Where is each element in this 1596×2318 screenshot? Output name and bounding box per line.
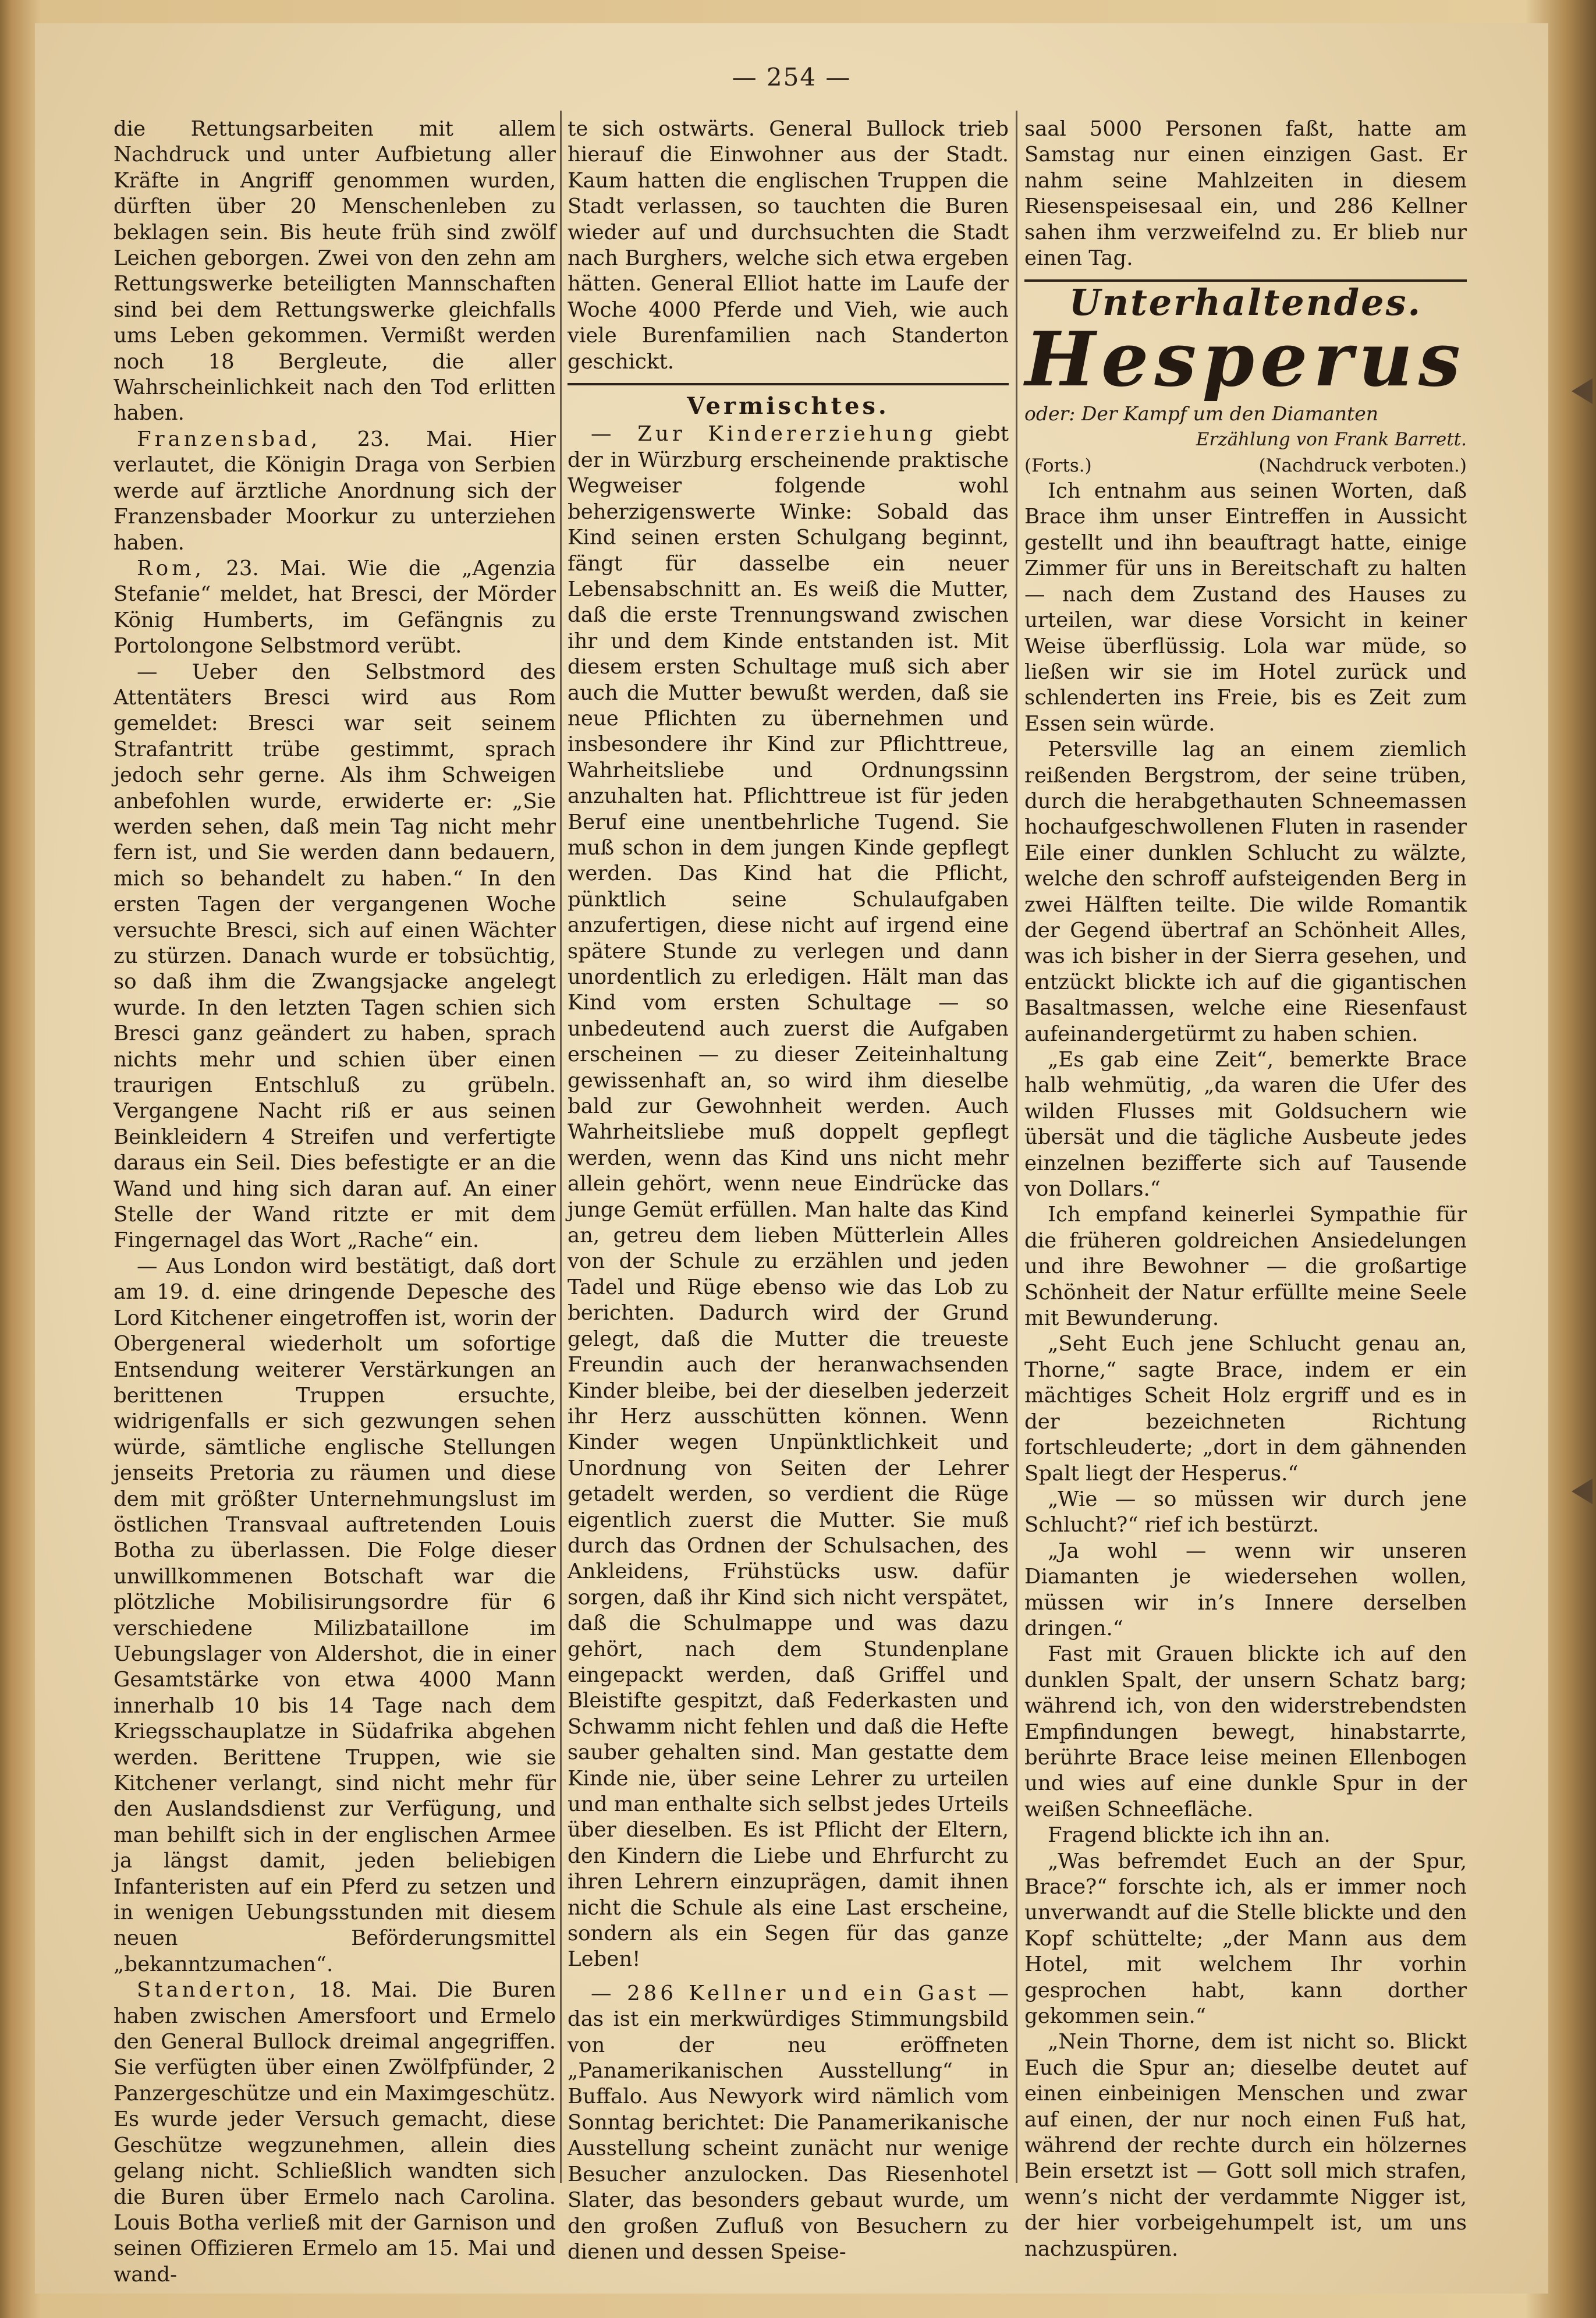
story-paragraph: „Wie — so müssen wir durch jene Schlucht?“ rief ich bestürzt. <box>1024 1487 1467 1537</box>
article-paragraph: die Rettungsarbeiten mit allem Nachdruck und unter Aufbietung aller Kräfte in Angriff genommen wurden, dürften über 20 Menschenleben zu beklagen sein. Bis heute früh sind zwölf Leichen geborgen. Zwei von den zehn am Rettungswerke beteiligten Mannschaften sind bei dem Rettungswerke gleichfalls ums Leben gekommen. Vermißt werden noch 18 Bergleute, die aller Wahrscheinlichkeit nach den Tod erlitten haben. <box>114 117 556 426</box>
item-lead: — 286 Kellner und ein Gast <box>591 1981 980 2005</box>
story-paragraph: „Ja wohl — wenn wir unseren Diamanten je wiedersehen wollen, müssen wir in’s Innere derselben dringen.“ <box>1024 1539 1467 1640</box>
story-paragraph: „Seht Euch jene Schlucht genau an, Thorne,“ sagte Brace, indem er ein mächtiges Scheit Holz ergriff und es in der bezeichneten Richtung fortschleuderte; „dort in dem gähnenden Spalt liegt der Hesperus.“ <box>1024 1332 1467 1486</box>
story-paragraph: Fast mit Grauen blickte ich auf den dunklen Spalt, der unsern Schatz barg; während ich, von den widerstrebendsten Empfindungen bewegt, hinabstarrte, berührte Brace leise meinen Ellenbogen und wies auf eine dunkle Spur in der weißen Schneefläche. <box>1024 1642 1467 1821</box>
section-heading-vermischtes: Vermischtes. <box>687 392 889 420</box>
page-number: — 254 — <box>732 63 852 91</box>
story-title: Hesperus <box>1025 316 1466 403</box>
column-3 <box>1024 116 1467 2262</box>
dateline-place: Rom, <box>137 556 205 580</box>
story-byline: Erzählung von Frank Barrett. <box>1196 429 1467 451</box>
page-tack-mark <box>1572 1479 1593 1504</box>
news-item: — Ueber den Selbstmord des Attentäters Bresci wird aus Rom gemeldet: Bresci war seit seinem Strafantritt trübe gestimmt, sprach jedoch sehr gerne. Als ihm Schweigen anbefohlen wurde, erwiderte er: „Sie werden sehen, daß mein Tag nicht mehr fern ist, und Sie werden dann bedauern, mich so behandelt zu haben.“ In den ersten Tagen der vergangenen Woche versuchte Bresci, sich auf einen Wächter zu stürzen. Danach wurde er tobsüchtig, so daß ihm die Zwangsjacke angelegt wurde. In den letzten Tagen schien sich Bresci ganz geändert zu haben, sprach nichts mehr und schien über einen traurigen Entschluß zu grübeln. Vergangene Nacht riß er aus seinen Beinkleidern 4 Streifen und verfertigte daraus ein Seil. Dies befestigte er an die Wand und hing sich daran auf. An einer Stelle der Wand ritzte er mit dem Fingernagel das Wort „Rache“ ein. <box>114 660 556 1253</box>
news-item: Rom, 23. Mai. Wie die „Agenzia Stefanie“ meldet, hat Bresci, der Mörder König Humberts, im Gefängnis zu Portolongone Selbstmord verübt. <box>114 556 556 658</box>
section-heading-unterhaltendes: Unterhaltendes. <box>1069 281 1423 324</box>
story-paragraph: „Es gab eine Zeit“, bemerkte Brace halb wehmütig, „da waren die Ufer des wilden Flusses mit Goldsuchern wie übersät und die tägliche Ausbeute jedes einzelnen bezifferte sich auf Tausende von Dollars.“ <box>1024 1048 1467 1201</box>
news-item: Franzensbad, 23. Mai. Hier verlautet, die Königin Draga von Serbien werde auf ärztliche Anordnung sich der Franzensbader Moorkur zu unterziehen haben. <box>114 427 556 555</box>
news-item: — Aus London wird bestätigt, daß dort am 19. d. eine dringende Depesche des Lord Kitchener eingetroffen ist, worin der Obergeneral wiederholt um sofortige Entsendung weiterer Verstärkungen an berittenen Truppen ersuchte, widrigenfalls er sich gezwungen sehen würde, sämtliche englische Stellungen jenseits Pretoria zu räumen und diese dem mit größter Unternehmungslust im östlichen Transvaal auftretenden Louis Botha zu überlassen. Die Folge dieser unwillkommenen Botschaft war die plötzliche Mobilisirungsordre für 6 verschiedene Milizbataillone im Uebungslager von Aldershot, die in einer Gesamtstärke von etwa 4000 Mann innerhalb 10 bis 14 Tage nach dem Kriegsschauplatze in Südafrika abgehen werden. Berittene Truppen, wie sie Kitchener verlangt, sind nicht mehr für den Auslandsdienst zur Verfügung, und man behilft sich in der englischen Armee ja längst damit, jeden beliebigen Infanteristen auf ein Pferd zu setzen und in wenigen Uebungsstunden mit diesem neuen Beförderungsmittel „bekanntzumachen“. <box>114 1254 556 1976</box>
column-rule <box>560 111 562 2183</box>
dateline-place: Standerton, <box>137 1978 300 2002</box>
story-subtitle: oder: Der Kampf um den Diamanten <box>1024 402 1378 425</box>
section-divider <box>568 383 1009 385</box>
article-paragraph: saal 5000 Personen faßt, hatte am Samstag nur einen einzigen Gast. Er nahm seine Mahlzeiten in diesem Riesenspeisesaal ein, und 286 Kellner sahen ihm verzweifelnd zu. Er blieb nur einen Tag. <box>1024 117 1467 271</box>
reprint-note: (Nachdruck verboten.) <box>1258 455 1467 476</box>
article-paragraph: te sich ostwärts. General Bullock trieb hierauf die Einwohner aus der Stadt. Kaum hatten die englischen Truppen die Stadt verlassen, so tauchten die Buren wieder auf und durchsuchten die Stadt nach Burghers, welche sich etwa ergeben hätten. General Elliot hatte im Laufe der Woche 4000 Pferde und Vieh, wie auch viele Burenfamilien nach Standerton geschickt. <box>568 117 1009 374</box>
story-notes <box>1024 453 1467 479</box>
news-item: — 286 Kellner und ein Gast — das ist ein merkwürdiges Stimmungsbild von der neu eröffneten „Panamerikanischen Ausstellung“ in Buffalo. Aus Newyork wird nämlich vom Sonntag berichtet: Die Panamerikanische Ausstellung scheint zunächt nur wenige Besucher anzulocken. Das Riesenhotel Slater, das besonders gebaut wurde, um den großen Zufluß von Besuchern zu dienen und dessen Speise- <box>568 1981 1009 2264</box>
story-paragraph: „Was befremdet Euch an der Spur, Brace?“ forschte ich, als er immer noch unverwandt auf die Stelle blickte und den Kopf schüttelte; „der Mann aus dem Hotel, mit welchem Ihr vorhin gesprochen habt, kann dorther gekommen sein.“ <box>1024 1849 1467 2029</box>
story-paragraph: Petersville lag an einem ziemlich reißenden Bergstrom, der seine trüben, durch die herabgethauten Schneemassen hochaufgeschwollenen Fluten in rasender Eile einer dunklen Schlucht zu wälzte, welche den schroff aufsteigenden Berg in zwei Hälften teilte. Die wilde Romantik der Gegend übertraf an Schönheit Alles, was ich bisher in der Sierra gesehen, und entzückt blickte ich auf die gigantischen Basaltmassen, welche eine Riesenfaust aufeinandergetürmt zu haben schien. <box>1024 738 1467 1046</box>
page-tack-mark <box>1572 378 1593 404</box>
column-2 <box>568 116 1009 2265</box>
news-item: — Zur Kindererziehung giebt der in Würzburg erscheinende praktische Wegweiser folgende wohl beherzigenswerte Winke: Sobald das Kind seinen ersten Schulgang beginnt, fängt für dasselbe ein neuer Lebensabschnitt an. Es weiß die Mutter, daß die erste Trennungswand zwischen ihr und dem Kinde entstanden ist. Mit diesem ersten Schultage muß sich aber auch die Mutter bewußt werden, daß sie neue Pflichten zu übernehmen und insbesondere ihr Kind zur Pflichttreue, Wahrheitsliebe und Ordnungssinn anzuhalten hat. Pflichttreue ist für jeden Beruf eine unentbehrliche Tugend. Sie muß schon in dem jungen Kinde gepflegt werden. Das Kind hat die Pflicht, pünktlich seine Schulaufgaben anzufertigen, diese nicht auf irgend eine spätere Stunde zu verlegen und dann unordentlich zu erledigen. Hält man das Kind vom ersten Schultage — so unbedeutend auch zuerst die Aufgaben erscheinen — zu dieser Zeiteinhaltung gewissenhaft an, so wird ihm dieselbe bald zur Gewohnheit werden. Auch Wahrheitsliebe muß doppelt gepflegt werden, wenn das Kind uns nicht mehr allein gehört, wenn neue Eindrücke das junge Gemüt erfüllen. Man halte das Kind an, getreu dem lieben Mütterlein Alles von der Schule zu erzählen und jeden Tadel und Rüge ebenso wie das Lob zu berichten. Dadurch wird der Grund gelegt, daß die Mutter die treueste Freundin auch der heranwachsenden Kinder bleibe, bei der dieselben jederzeit ihr Herz ausschütten können. Wenn Kinder wegen Unpünktlichkeit und Unordnung von Seiten der Lehrer getadelt werden, so verdient die Rüge eigentlich zuerst die Mutter. Sie muß durch das Ordnen der Schulsachen, des Ankleidens, Frühstücks usw. dafür sorgen, daß ihr Kind sich nicht verspätet, daß die Schulmappe und was dazu gehört, nach dem Stundenplane eingepackt werden, daß Griffel und Bleistifte gespitzt, daß Federkasten und Schwamm nicht fehlen und daß die Hefte sauber gehalten sind. Man gestatte dem Kinde nie, über seine Lehrer zu urteilen und man enthalte sich selbst jedes Urteils über dieselben. Es ist Pflicht der Eltern, den Kindern die Liebe und Ehrfurcht zu ihren Lehrern einzuprägen, damit ihnen nicht die Schule als eine Last erscheine, sondern als ein Segen für das ganze Leben! <box>568 422 1009 1972</box>
continued-note: (Forts.) <box>1024 455 1092 476</box>
story-paragraph: Ich entnahm aus seinen Worten, daß Brace ihm unser Eintreffen in Aussicht gestellt und ihn beauftragt hatte, einige Zimmer für uns in Bereitschaft zu halten — nach dem Zustand des Hauses zu urteilen, war diese Vorsicht in keiner Weise überflüssig. Lola war müde, so ließen wir sie im Hotel zurück und schlenderten ins Freie, bis es Zeit zum Essen sein würde. <box>1024 479 1467 736</box>
story-paragraph: Fragend blickte ich ihn an. <box>1048 1823 1331 1848</box>
story-paragraph: Ich empfand keinerlei Sympathie für die früheren goldreichen Ansiedelungen und ihre Bewohner — die großartige Schönheit der Natur erfüllte meine Seele mit Bewunderung. <box>1024 1203 1467 1331</box>
column-rule <box>1016 111 1017 2183</box>
column-1 <box>114 116 556 2288</box>
story-paragraph: „Nein Thorne, dem ist nicht so. Blickt Euch die Spur an; dieselbe deutet auf einen einbeinigen Menschen und zwar auf einen, der nur noch einen Fuß hat, während der rechte durch ein hölzernes Bein ersetzt ist — Gott soll mich strafen, wenn’s nicht der verdammte Nigger ist, der hier vorbeigehumpelt ist, um uns nachzuspüren. <box>1024 2030 1467 2261</box>
item-lead: — Zur Kindererziehung <box>591 422 937 446</box>
news-item: Standerton, 18. Mai. Die Buren haben zwischen Amersfoort und Ermelo den General Bullock dreimal angegriffen. Sie verfügten über einen Zwölfpfünder, 2 Panzergeschütze und ein Maximgeschütz. Es wurde jeder Versuch gemacht, diese Geschütze wegzunehmen, allein dies gelang nicht. Schließlich wandten sich die Buren über Ermelo nach Carolina. Louis Botha verließ mit der Garnison und seinen Offizieren Ermelo am 15. Mai und wand- <box>114 1978 556 2287</box>
dateline-place: Franzensbad, <box>137 427 321 451</box>
